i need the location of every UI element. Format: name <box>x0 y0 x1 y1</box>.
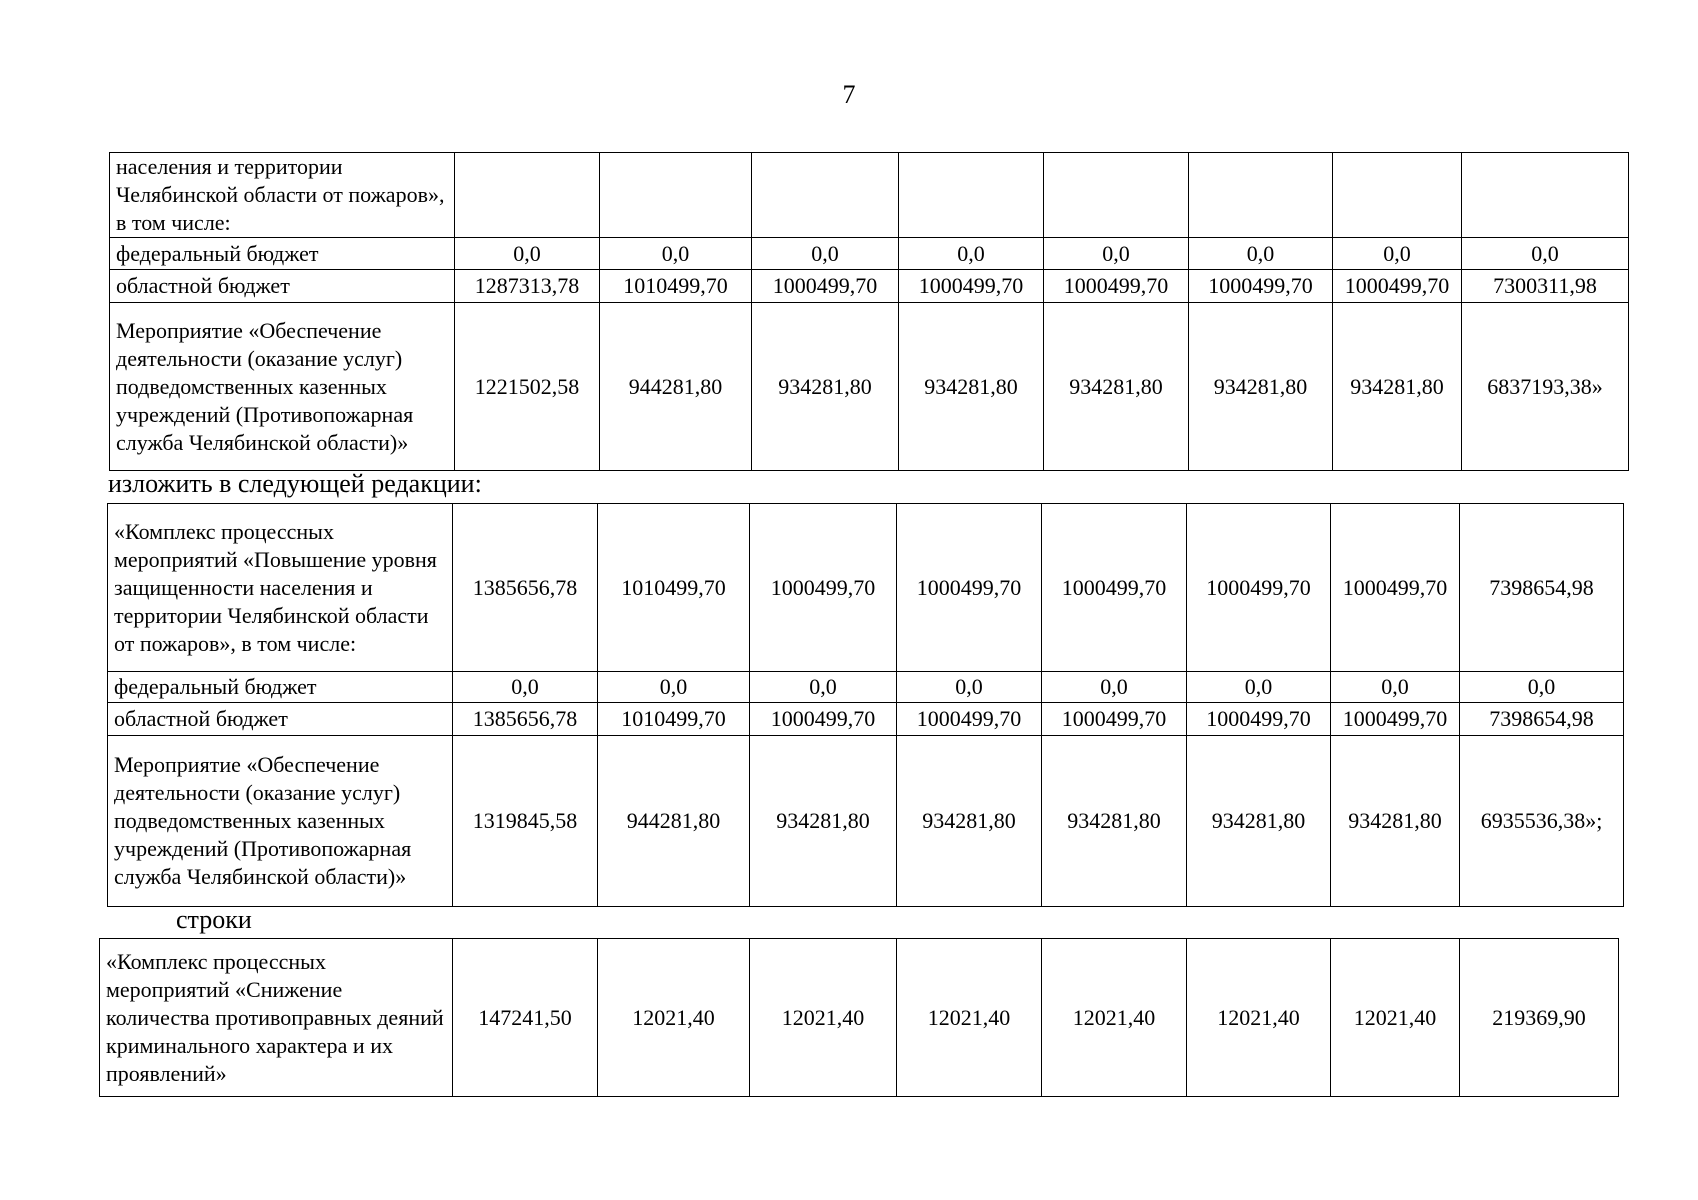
table-row <box>108 504 1624 672</box>
value-cell: 1000499,70 <box>897 703 1042 736</box>
table-row <box>110 303 1629 471</box>
row-label: Мероприятие «Обеспечение деятельности (оказание услуг) подведомственных казенных учреждений (Противопожарная служба Челябинской области)» <box>108 736 453 907</box>
row-label: областной бюджет <box>110 270 455 303</box>
value-cell: 0,0 <box>600 238 752 270</box>
value-cell: 934281,80 <box>752 303 899 471</box>
value-cell: 1000499,70 <box>897 504 1042 672</box>
value-cell <box>1044 153 1189 238</box>
value-cell: 219369,90 <box>1460 939 1619 1097</box>
value-cell <box>600 153 752 238</box>
row-label: федеральный бюджет <box>108 672 453 703</box>
value-cell: 0,0 <box>1187 672 1331 703</box>
value-cell: 1000499,70 <box>750 504 897 672</box>
value-cell: 6837193,38» <box>1462 303 1629 471</box>
rows-heading-text: строки <box>176 905 252 934</box>
value-cell: 1385656,78 <box>453 703 598 736</box>
value-cell: 1000499,70 <box>1331 504 1460 672</box>
value-cell <box>1333 153 1462 238</box>
value-cell: 0,0 <box>453 672 598 703</box>
value-cell: 1000499,70 <box>899 270 1044 303</box>
value-cell: 12021,40 <box>897 939 1042 1097</box>
value-cell: 944281,80 <box>600 303 752 471</box>
value-cell: 1000499,70 <box>1189 270 1333 303</box>
value-cell: 0,0 <box>1331 672 1460 703</box>
value-cell: 0,0 <box>598 672 750 703</box>
value-cell: 12021,40 <box>1187 939 1331 1097</box>
value-cell: 0,0 <box>1044 238 1189 270</box>
budget-table-new <box>107 503 1624 907</box>
table-row <box>108 672 1624 703</box>
table-row <box>110 238 1629 270</box>
value-cell: 934281,80 <box>750 736 897 907</box>
table-row <box>108 736 1624 907</box>
value-cell: 1000499,70 <box>1187 504 1331 672</box>
value-cell: 934281,80 <box>1044 303 1189 471</box>
value-cell: 12021,40 <box>1042 939 1187 1097</box>
value-cell: 0,0 <box>1333 238 1462 270</box>
value-cell: 7398654,98 <box>1460 703 1624 736</box>
table-row <box>110 270 1629 303</box>
value-cell <box>1189 153 1333 238</box>
value-cell: 934281,80 <box>1331 736 1460 907</box>
budget-table-old <box>109 152 1629 471</box>
value-cell: 0,0 <box>899 238 1044 270</box>
value-cell: 7300311,98 <box>1462 270 1629 303</box>
value-cell <box>752 153 899 238</box>
instruction-text: изложить в следующей редакции: <box>108 469 482 498</box>
value-cell: 1010499,70 <box>600 270 752 303</box>
value-cell: 934281,80 <box>897 736 1042 907</box>
value-cell: 944281,80 <box>598 736 750 907</box>
value-cell: 1000499,70 <box>752 270 899 303</box>
value-cell: 0,0 <box>1042 672 1187 703</box>
value-cell: 0,0 <box>750 672 897 703</box>
value-cell: 147241,50 <box>453 939 598 1097</box>
value-cell: 1000499,70 <box>1187 703 1331 736</box>
value-cell: 934281,80 <box>1042 736 1187 907</box>
value-cell: 1000499,70 <box>1331 703 1460 736</box>
value-cell: 1010499,70 <box>598 504 750 672</box>
table-row <box>100 939 1619 1097</box>
table-row <box>110 153 1629 238</box>
value-cell: 7398654,98 <box>1460 504 1624 672</box>
value-cell: 1000499,70 <box>1042 504 1187 672</box>
row-label: населения и территории Челябинской области от пожаров», в том числе: <box>110 153 455 238</box>
value-cell: 1010499,70 <box>598 703 750 736</box>
value-cell: 934281,80 <box>1333 303 1462 471</box>
row-label: «Комплекс процессных мероприятий «Повышение уровня защищенности населения и территории Челябинской области от пожаров», в том числе: <box>108 504 453 672</box>
value-cell: 1000499,70 <box>1044 270 1189 303</box>
value-cell: 0,0 <box>1460 672 1624 703</box>
budget-table-third <box>99 938 1619 1097</box>
row-label: федеральный бюджет <box>110 238 455 270</box>
value-cell: 1000499,70 <box>1042 703 1187 736</box>
value-cell: 12021,40 <box>750 939 897 1097</box>
value-cell: 0,0 <box>897 672 1042 703</box>
value-cell: 12021,40 <box>598 939 750 1097</box>
row-label: Мероприятие «Обеспечение деятельности (оказание услуг) подведомственных казенных учреждений (Противопожарная служба Челябинской области)» <box>110 303 455 471</box>
value-cell: 1287313,78 <box>455 270 600 303</box>
value-cell: 934281,80 <box>899 303 1044 471</box>
value-cell: 1319845,58 <box>453 736 598 907</box>
row-label: областной бюджет <box>108 703 453 736</box>
value-cell: 1000499,70 <box>750 703 897 736</box>
value-cell: 1221502,58 <box>455 303 600 471</box>
value-cell: 0,0 <box>1189 238 1333 270</box>
row-label: «Комплекс процессных мероприятий «Снижение количества противоправных деяний криминального характера и их проявлений» <box>100 939 453 1097</box>
value-cell: 6935536,38»; <box>1460 736 1624 907</box>
value-cell: 12021,40 <box>1331 939 1460 1097</box>
value-cell: 934281,80 <box>1187 736 1331 907</box>
value-cell: 0,0 <box>455 238 600 270</box>
value-cell <box>455 153 600 238</box>
value-cell: 1385656,78 <box>453 504 598 672</box>
value-cell <box>1462 153 1629 238</box>
value-cell: 0,0 <box>1462 238 1629 270</box>
value-cell: 1000499,70 <box>1333 270 1462 303</box>
page-number: 7 <box>842 80 856 109</box>
value-cell <box>899 153 1044 238</box>
table-row <box>108 703 1624 736</box>
value-cell: 0,0 <box>752 238 899 270</box>
value-cell: 934281,80 <box>1189 303 1333 471</box>
